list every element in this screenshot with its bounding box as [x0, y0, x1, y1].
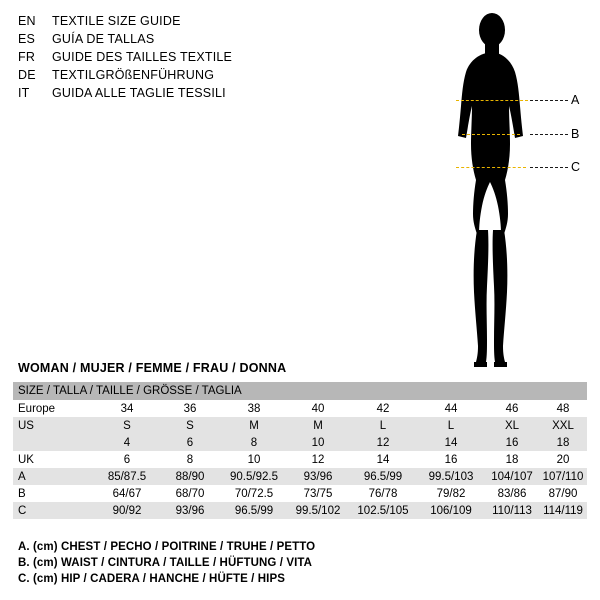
cell: L	[417, 417, 485, 434]
cell: 87/90	[539, 485, 587, 502]
cell: 83/86	[485, 485, 539, 502]
table-row	[13, 468, 587, 485]
cell: 99.5/103	[417, 468, 485, 485]
cell: L	[349, 417, 417, 434]
cell: 12	[349, 434, 417, 451]
measure-leader-hip	[530, 167, 568, 168]
cell: 36	[159, 400, 221, 417]
language-text: GUIDA ALLE TAGLIE TESSILI	[52, 86, 226, 100]
language-list	[18, 14, 438, 104]
row-label: A	[13, 468, 95, 485]
language-row	[18, 14, 438, 32]
language-text: TEXTILGRÖßENFÜHRUNG	[52, 68, 215, 82]
cell: 10	[287, 434, 349, 451]
table-row	[13, 417, 587, 434]
cell: 38	[221, 400, 287, 417]
cell: 110/113	[485, 502, 539, 519]
cell: 88/90	[159, 468, 221, 485]
measure-line-chest	[456, 100, 528, 101]
language-code: ES	[18, 32, 36, 46]
table-row	[13, 502, 587, 519]
measure-leader-chest	[530, 100, 568, 101]
cell: 8	[159, 451, 221, 468]
table-header-label: SIZE / TALLA / TAILLE / GRÖSSE / TAGLIA	[13, 382, 587, 400]
cell: XXL	[539, 417, 587, 434]
language-text: GUIDE DES TAILLES TEXTILE	[52, 50, 233, 64]
table-row	[13, 434, 587, 451]
language-row	[18, 68, 438, 86]
legend-row-c: C. (cm) HIP / CADERA / HANCHE / HÜFTE / HIPS	[18, 573, 286, 585]
cell: 20	[539, 451, 587, 468]
size-table	[13, 382, 587, 519]
cell: 16	[485, 434, 539, 451]
measure-line-waist	[462, 134, 520, 135]
cell: 4	[95, 434, 159, 451]
table-row	[13, 400, 587, 417]
cell: S	[95, 417, 159, 434]
language-row	[18, 86, 438, 104]
cell: 70/72.5	[221, 485, 287, 502]
table-row	[13, 451, 587, 468]
cell: 6	[159, 434, 221, 451]
silhouette-icon	[430, 8, 590, 373]
language-row	[18, 50, 438, 68]
measure-label-a: A	[571, 93, 580, 107]
legend-row-a: A. (cm) CHEST / PECHO / POITRINE / TRUHE / PETTO	[18, 541, 316, 553]
cell: M	[287, 417, 349, 434]
row-label	[13, 434, 95, 451]
cell: 96.5/99	[221, 502, 287, 519]
measure-line-hip	[456, 167, 526, 168]
language-text: TEXTILE SIZE GUIDE	[52, 14, 181, 28]
cell: 76/78	[349, 485, 417, 502]
cell: 64/67	[95, 485, 159, 502]
cell: 40	[287, 400, 349, 417]
cell: 96.5/99	[349, 468, 417, 485]
row-label: Europe	[13, 400, 95, 417]
language-code: EN	[18, 14, 36, 28]
cell: 14	[417, 434, 485, 451]
language-code: IT	[18, 86, 30, 100]
cell: 14	[349, 451, 417, 468]
cell: 18	[485, 451, 539, 468]
cell: 16	[417, 451, 485, 468]
row-label: C	[13, 502, 95, 519]
cell: 90.5/92.5	[221, 468, 287, 485]
measurement-legend	[18, 541, 578, 589]
measure-leader-waist	[530, 134, 568, 135]
row-label: UK	[13, 451, 95, 468]
cell: 114/119	[539, 502, 587, 519]
measure-label-c: C	[571, 160, 581, 174]
cell: 106/109	[417, 502, 485, 519]
legend-row-b: B. (cm) WAIST / CINTURA / TAILLE / HÜFTUNG / VITA	[18, 557, 313, 569]
cell: 44	[417, 400, 485, 417]
cell: 99.5/102	[287, 502, 349, 519]
cell: 34	[95, 400, 159, 417]
cell: 85/87.5	[95, 468, 159, 485]
cell: 93/96	[159, 502, 221, 519]
cell: M	[221, 417, 287, 434]
cell: 93/96	[287, 468, 349, 485]
cell: 48	[539, 400, 587, 417]
row-label: US	[13, 417, 95, 434]
language-code: DE	[18, 68, 36, 82]
cell: 104/107	[485, 468, 539, 485]
cell: 6	[95, 451, 159, 468]
cell: 10	[221, 451, 287, 468]
cell: S	[159, 417, 221, 434]
cell: 12	[287, 451, 349, 468]
size-table-container	[13, 382, 587, 519]
language-row	[18, 32, 438, 50]
cell: 90/92	[95, 502, 159, 519]
table-row	[13, 485, 587, 502]
cell: 18	[539, 434, 587, 451]
cell: 107/110	[539, 468, 587, 485]
language-text: GUÍA DE TALLAS	[52, 32, 155, 46]
cell: 42	[349, 400, 417, 417]
cell: 8	[221, 434, 287, 451]
section-title: WOMAN / MUJER / FEMME / FRAU / DONNA	[18, 361, 287, 375]
female-silhouette-figure	[430, 8, 590, 373]
cell: 68/70	[159, 485, 221, 502]
cell: 73/75	[287, 485, 349, 502]
cell: 79/82	[417, 485, 485, 502]
row-label: B	[13, 485, 95, 502]
table-header-row	[13, 382, 587, 400]
cell: 46	[485, 400, 539, 417]
cell: XL	[485, 417, 539, 434]
cell: 102.5/105	[349, 502, 417, 519]
language-code: FR	[18, 50, 36, 64]
measure-label-b: B	[571, 127, 580, 141]
